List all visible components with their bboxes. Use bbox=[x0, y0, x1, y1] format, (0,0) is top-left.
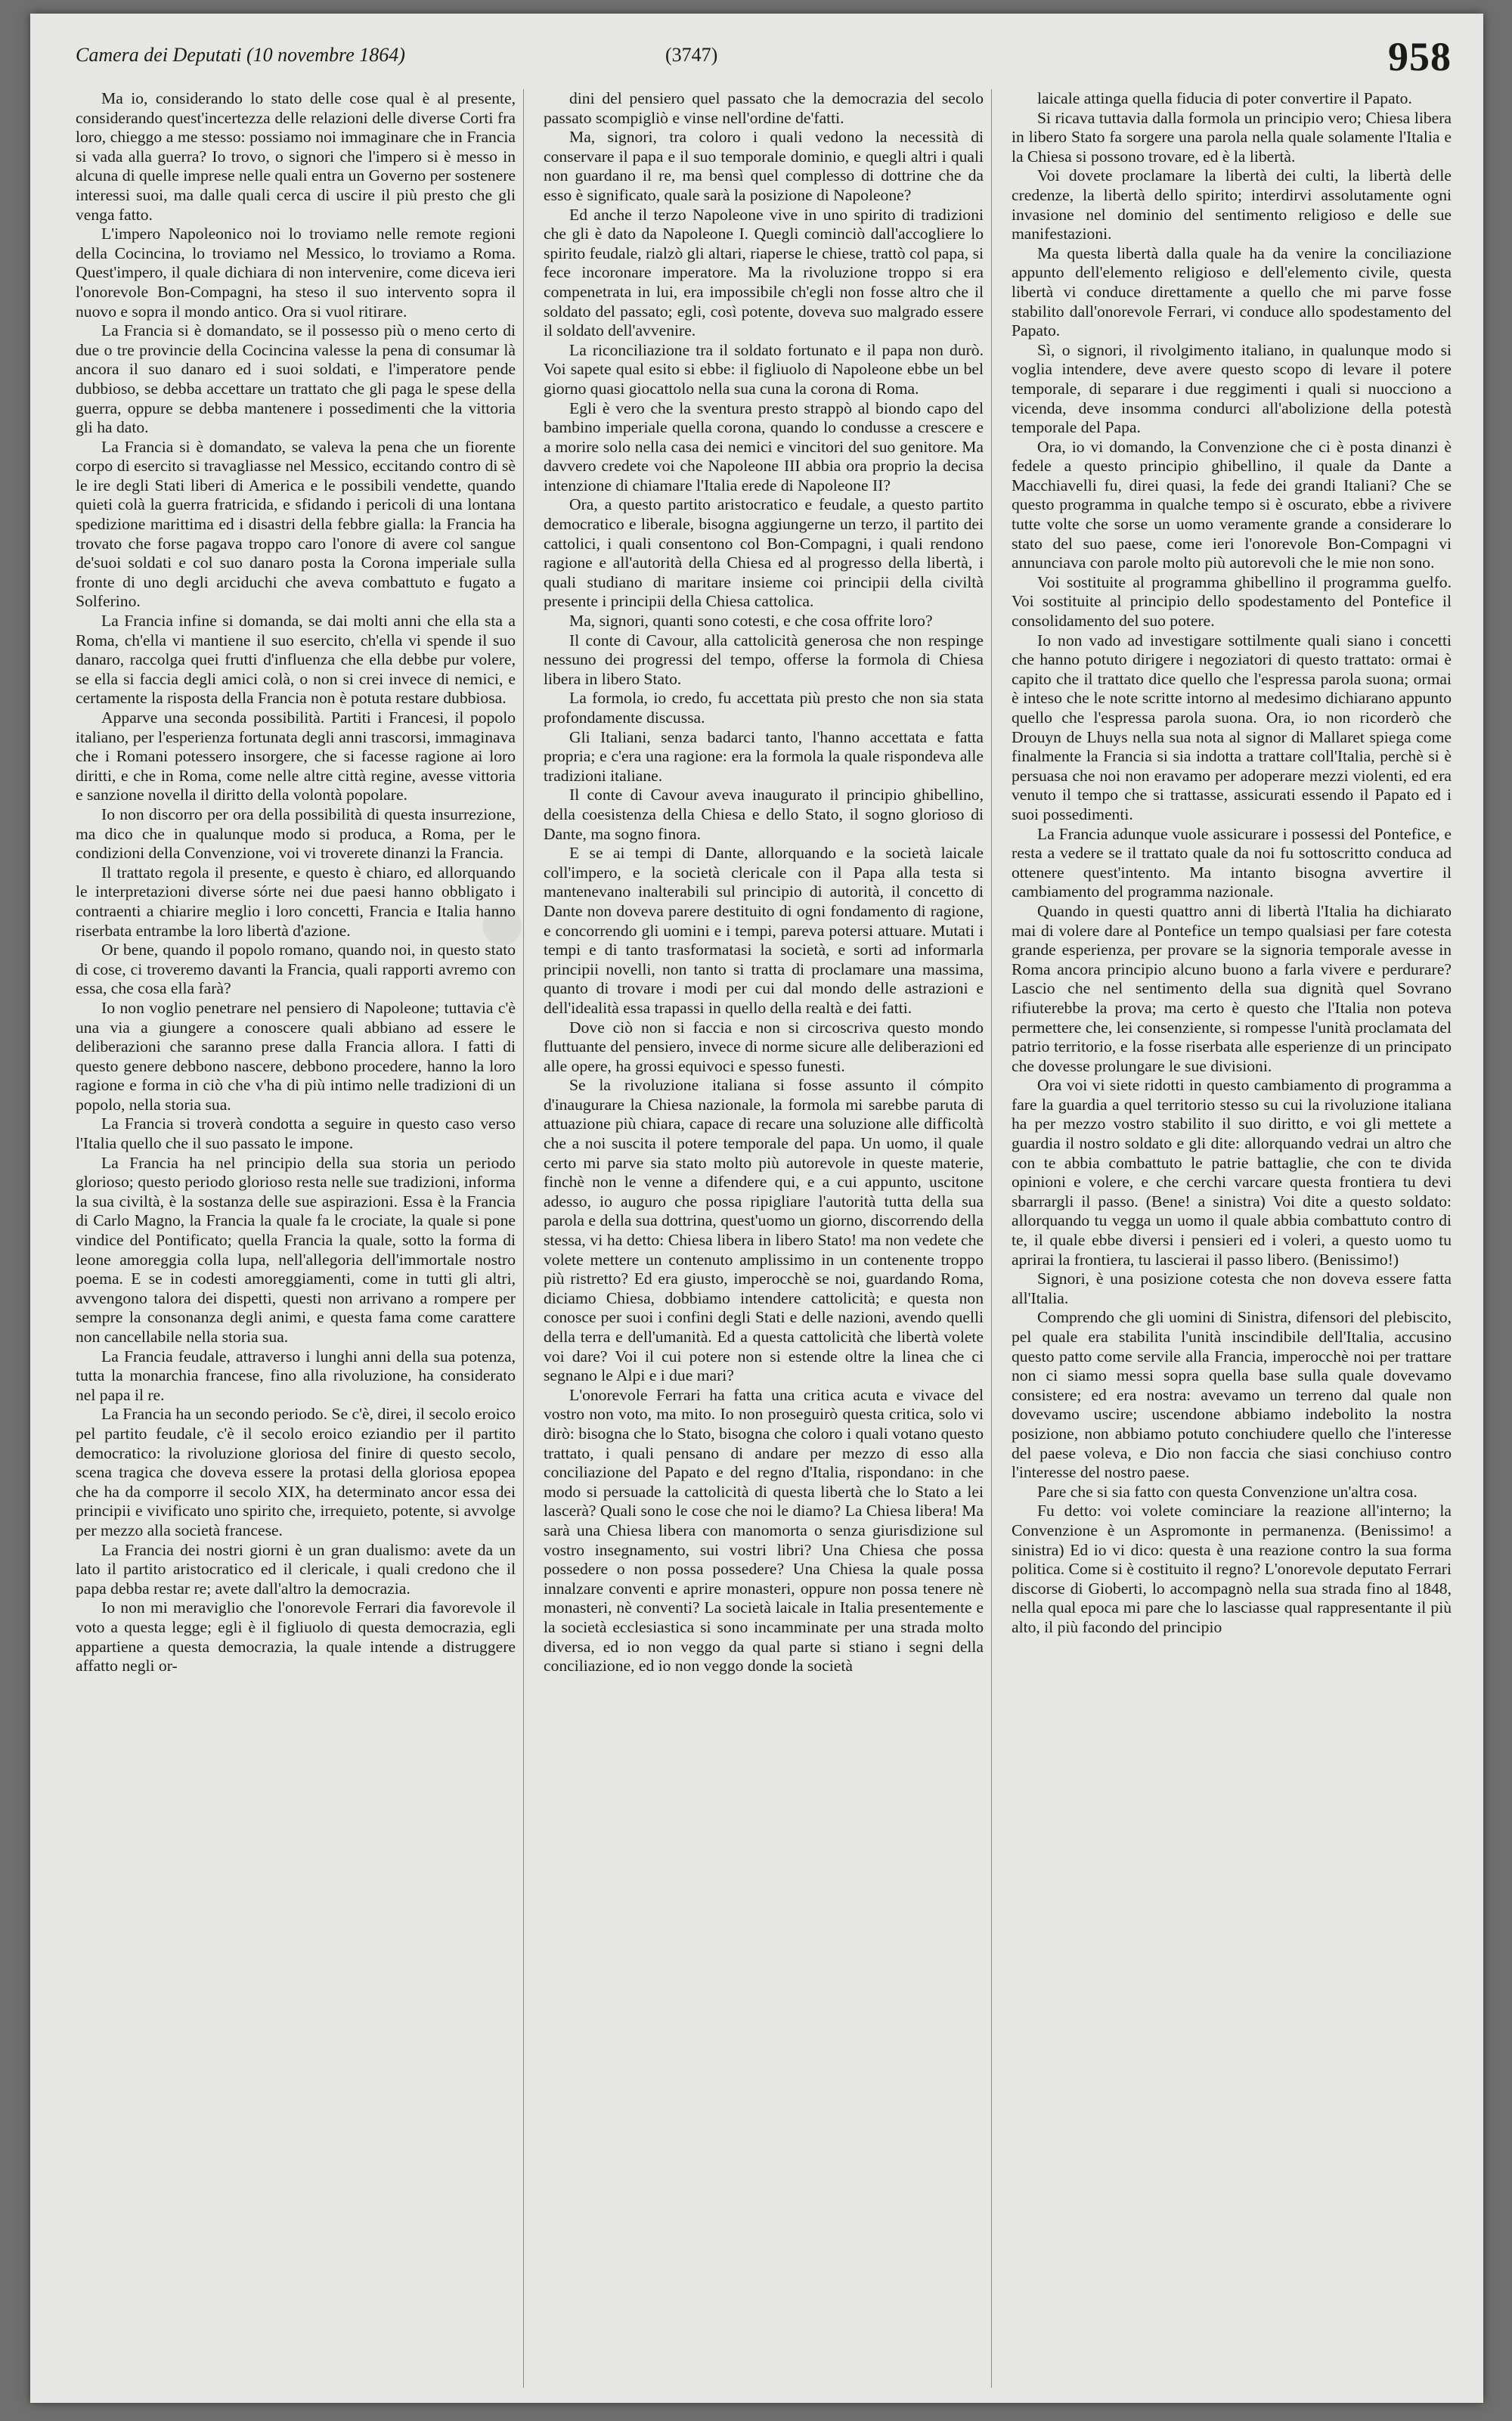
column-2 bbox=[544, 89, 992, 2388]
paragraph: Ma io, considerando lo stato delle cose qual è al presente, considerando quest'incertezza delle relazioni delle diverse Corti fra loro, chieggo a me stesso: possiamo noi immaginare che in Francia si vada alla guerra? Io trovo, o signori che l'impero si è messo in alcuna di quelle imprese nelle quali entra un Governo per sostenere interessi suoi, ma dalle quali cerca di uscire il più presto che gli venga fatto. bbox=[76, 89, 516, 224]
column-1 bbox=[76, 89, 524, 2388]
paragraph: Ma questa libertà dalla quale ha da venire la conciliazione appunto dell'elemento religioso e dell'elemento civile, questa libertà vi conduce direttamente a quello che mi parve fosse stabilito dall'onorevole Ferrari, vi conduce allo spodestamento del Papato. bbox=[1012, 243, 1452, 340]
header-sheet-number: (3747) bbox=[665, 44, 718, 66]
paragraph: laicale attinga quella fiducia di poter convertire il Papato. bbox=[1037, 89, 1412, 107]
paragraph: Si ricava tuttavia dalla formola un principio vero; Chiesa libera in libero Stato fa sorgere una parola nella quale solamente l'Italia e la Chiesa si possono trovare, ed è la libertà. bbox=[1012, 108, 1452, 166]
paragraph: La riconciliazione tra il soldato fortunato e il papa non durò. Voi sapete qual esito si ebbe: il figliuolo di Napoleone ebbe un bel giorno quasi giocattolo nella sua cuna la corona di Roma. bbox=[544, 340, 984, 398]
column-3 bbox=[1012, 89, 1452, 2388]
paragraph: La Francia ha nel principio della sua storia un periodo glorioso; questo periodo glorioso resta nelle sue tradizioni, informa la sua civiltà, è la sostanza delle sue aspirazioni. Essa è la Francia di Carlo Magno, la Francia la quale fa le crociate, la quale si pone vindice del Pontificato; quella Francia la quale, sotto la forma di leone amoreggia colla lupa, nell'allegoria dell'immortale nostro poema. E se in codesti amoreggiamenti, come in tutti gli altri, avvengono talora dei dispetti, questi non arrivano a rompere per sempre la consonanza degli animi, e questa fama come carattere non cancellabile nella storia sua. bbox=[76, 1153, 516, 1346]
paragraph: Or bene, quando il popolo romano, quando noi, in questo stato di cose, ci troveremo davanti la Francia, quali rapporti avremo con essa, che cosa ella farà? bbox=[76, 941, 516, 998]
paragraph: La Francia dei nostri giorni è un gran dualismo: avete da un lato il partito aristocratico ed il clericale, i quali credono che il papa debba restar re; avete dall'altro la democrazia. bbox=[76, 1540, 516, 1598]
paragraph: Fu detto: voi volete cominciare la reazione all'interno; la Convenzione è un Aspromonte in permanenza. (Benissimo! a sinistra) Ed io vi dico: questa è una reazione contro la sua forma politica. Come si è costituito il regno? L'onorevole deputato Ferrari discorse di Gioberti, lo accompagnò nella sua strada fino al 1848, nella qual epoca mi pare che lo lasciasse qual rappresentante il più alto, il più facondo del principio bbox=[1012, 1502, 1452, 1636]
paragraph: L'impero Napoleonico noi lo troviamo nelle remote regioni della Cocincina, lo troviamo nel Messico, lo troviamo a Roma. Quest'impero, il quale dichiara di non intervenire, come diceva ieri l'onorevole Bon-Compagni, ha steso il suo intervento sopra il nuovo e sopra il mondo antico. Ora si vuol ritirare. bbox=[76, 225, 516, 321]
paragraph: Il conte di Cavour aveva inaugurato il principio ghibellino, della coesistenza della Chiesa e dello Stato, il sogno glorioso di Dante, ma sogno finora. bbox=[544, 786, 984, 843]
paragraph: La Francia si è domandato, se valeva la pena che un fiorente corpo di esercito si travagliasse nel Messico, eccitando contro di sè le ire degli Stati liberi di America e le possibili vendette, quando quieti colà la guerra fratricida, e sfidando i pericoli di una lontana spedizione marittima ed i disastri della febbre gialla: la Francia ha trovato che forse pagava troppo caro l'onore di avere col sangue de'suoi soldati e col suo danaro posta la Corona imperiale sulla fronte di uno degli arciduchi che aveva combattuto e fugato a Solferino. bbox=[76, 437, 516, 611]
paragraph: Se la rivoluzione italiana si fosse assunto il cómpito d'inaugurare la Chiesa nazionale, la formola mi sarebbe paruta di attuazione più chiara, capace di recare una soluzione alle difficoltà che a noi suscita il potere temporale del papa. Un uomo, il quale certo mi parve sia stato molto più autorevole in queste materie, finchè non le venne a difendere qui, e a cui appunto, uscitone adesso, io auguro che possa ripigliare l'autorità tutta della sua parola e della sua dottrina, quest'uomo un giorno, discorrendo della stessa, vi ha detto: Chiesa libera in libero Stato! ma non vedete che volete mettere un contenuto amplissimo in un contenente troppo più ristretto? Ed era giusto, imperocchè se noi, guardando Roma, diciamo Chiesa, dobbiamo intendere cattolicità; e questa non conosce per suoi i confini degli Stati e delle nazioni, avendo quelli della terra e dell'umanità. Ed a questa cattolicità che libertà volete voi dare? Voi il cui potere non si estende oltre la linea che ci segnano le Alpi e i due mari? bbox=[544, 1076, 984, 1385]
paragraph: La formola, io credo, fu accettata più presto che non sia stata profondamente discussa. bbox=[544, 689, 984, 727]
paragraph: Apparve una seconda possibilità. Partiti i Francesi, il popolo italiano, per l'esperienza fortunata degli anni trascorsi, immaginava che i Romani potessero insorgere, che si facesse ragione ai loro diritti, e che in Roma, come nelle altre città regine, avesse vittoria e sanzione novella il diritto della volontà popolare. bbox=[76, 708, 516, 804]
paragraph: Ora, a questo partito aristocratico e feudale, a questo partito democratico e liberale, bisogna aggiungerne un terzo, il partito dei cattolici, i quali consentono col Bon-Compagni, i quali rendono ragione e all'autorità della Chiesa ed al progresso della libertà, i quali studiano di maritare insieme coi principii della civiltà presente i principii della Chiesa cattolica. bbox=[544, 495, 984, 611]
paragraph: Io non discorro per ora della possibilità di questa insurrezione, ma dico che in qualunque modo si produca, a Roma, per le condizioni della Convenzione, voi vi troverete dinanzi la Francia. bbox=[76, 804, 516, 863]
paragraph: La Francia ha un secondo periodo. Se c'è, direi, il secolo eroico pel partito feudale, c'è il secolo eroico eziandio per il partito democratico: la rivoluzione gloriosa del finire di questo secolo, scena tragica che doveva essere la protasi della gloriosa epopea che ha da comporre il secolo XIX, ha determinato ancor essa dei principii e vivificato uno spirito che, irrequieto, potente, si avvolge per mezzo alla società francese. bbox=[76, 1405, 516, 1539]
page-number: 958 bbox=[1388, 34, 1452, 79]
paragraph: Egli è vero che la sventura presto strappò al biondo capo del bambino imperiale quella corona, quando lo condusse a crescere e a morire solo nella casa dei nemici e vincitori del suo genitore. Ma davvero credete voi che Napoleone III abbia ora proprio la decisa intenzione di chiamare l'Italia erede di Napoleone II? bbox=[544, 398, 984, 494]
paragraph: La Francia si troverà condotta a seguire in questo caso verso l'Italia quello che il suo passato le impone. bbox=[76, 1114, 516, 1153]
paragraph: Dove ciò non si faccia e non si circoscriva questo mondo fluttuante del pensiero, invece di norme sicure alle deliberazioni ed alle opere, ha grossi equivoci e spesso funesti. bbox=[544, 1018, 984, 1075]
paragraph: Pare che si sia fatto con questa Convenzione un'altra cosa. bbox=[1037, 1482, 1418, 1501]
paragraph: La Francia adunque vuole assicurare i possessi del Pontefice, e resta a vedere se il trattato quale da noi fu sottoscritto conduca ad ottenere quest'intento. Ma intanto bisogna avvertire il cambiamento del programma nazionale. bbox=[1012, 824, 1452, 901]
paragraph: Il conte di Cavour, alla cattolicità generosa che non respinge nessuno dei progressi del tempo, offerse la formola di Chiesa libera in libero Stato. bbox=[544, 631, 984, 688]
header-title: Camera dei Deputati (10 novembre 1864) bbox=[76, 44, 405, 66]
paragraph: L'onorevole Ferrari ha fatta una critica acuta e vivace del vostro non voto, ma mito. Io non proseguirò questa critica, solo vi dirò: bisogna che lo Stato, bisogna che coloro i quali votano questo trattato, i quali pensano di andare per mezzo di esso alla conciliazione del Papato e del regno d'Italia, rispondano: in che modo si persuade la cattolicità di questa libertà che lo Stato a lei lascerà? Quali sono le cose che noi le diamo? La Chiesa libera! Ma sarà una Chiesa libera con manomorta o senza giurisdizione sul vostro insegnamento, sui vostri libri? Una Chiesa che possa possedere o non possa possedere? Una Chiesa la quale possa innalzare conventi e aprire monasteri, oppure non possa tenere nè monasteri, nè conventi? La società laicale in Italia presentemente e la società ecclesiastica si sono incamminate per una strada molto diversa, ed io non veggo da qual parte si stiano i segni della conciliazione, ed io non veggo donde la società bbox=[544, 1385, 984, 1675]
paragraph: Signori, è una posizione cotesta che non doveva essere fatta all'Italia. bbox=[1012, 1269, 1452, 1307]
paragraph: Voi dovete proclamare la libertà dei culti, la libertà delle credenze, la libertà dello spirito; interdirvi assolutamente ogni invasione nel dominio del sentimento religioso e delle sue manifestazioni. bbox=[1012, 166, 1452, 243]
paragraph: Ora voi vi siete ridotti in questo cambiamento di programma a fare la guardia a quel territorio stesso su cui la rivoluzione italiana ha per mezzo vostro stabilito il suo diritto, e voi gli mettete a guardia il nostro soldato e gli dite: allorquando vedrai un altro che con te abbia combattuto le patrie battaglie, che con te divida opinioni e volere, e che cerchi varcare questa frontiera tu devi sbarrargli il passo. (Bene! a sinistra) Voi dite a questo soldato: allorquando tu vegga un uomo il quale abbia combattuto contro di te, il quale ebbe diversi i pensieri ed i voleri, a questo uomo tu aprirai la frontiera, tu lascierai il passo libero. (Benissimo!) bbox=[1012, 1076, 1452, 1269]
paragraph: La Francia si è domandato, se il possesso più o meno certo di due o tre provincie della Cocincina valesse la pena di consumar là ancora il suo danaro ed i suoi soldati, e l'imperatore pende dubbioso, se debba accettare un trattato che gli paga le spese della guerra, oppure se debba mantenere i possedimenti che la vittoria gli ha dato. bbox=[76, 321, 516, 437]
watermark-icon: ● bbox=[439, 874, 556, 972]
paragraph: Io non voglio penetrare nel pensiero di Napoleone; tuttavia c'è una via a giungere a conoscere quali abbiano ad essere le deliberazioni che saranno prese dalla Francia allora. I fatti di questo genere debbono nascere, debbono procedere, hanno la loro ragione e forma in ciò che v'ha di più intimo nelle tradizioni di un popolo, nella storia sua. bbox=[76, 998, 516, 1114]
newspaper-page bbox=[30, 14, 1483, 2403]
paragraph: Ma, signori, tra coloro i quali vedono la necessità di conservare il papa e il suo temporale dominio, e quegli altri i quali non guardano il re, ma bensì quel complesso di dottrine che da esso è significato, quale sarà la posizione di Napoleone? bbox=[544, 128, 984, 204]
paragraph: Il trattato regola il presente, e questo è chiaro, ed allorquando le interpretazioni diverse sórte nei due paesi hanno obbligato i contraenti a chiarire meglio i loro concetti, Francia e Italia hanno riserbata entrambe la loro libertà d'azione. bbox=[76, 863, 516, 940]
paragraph: Ed anche il terzo Napoleone vive in uno spirito di tradizioni che gli è dato da Napoleone I. Quegli cominciò dall'accogliere lo spirito feudale, rialzò gli altari, riaperse le chiese, trattò col papa, si fece incoronare imperatore. Ma la rivoluzione troppo si era compenetrata in lui, era impossibile ch'egli non fosse altro che il soldato del passato; egli, così potente, doveva suo malgrado essere il soldato dell'avvenire. bbox=[544, 205, 984, 340]
paragraph: Io non mi meraviglio che l'onorevole Ferrari dia favorevole il voto a questa legge; egli è il figliuolo di questa democrazia, egli appartiene a questa democrazia, la quale intende a distruggere affatto negli or- bbox=[76, 1598, 516, 1675]
paragraph: Ora, io vi domando, la Convenzione che ci è posta dinanzi è fedele a questo principio ghibellino, il quale da Dante a Macchiavelli fu, direi quasi, la fede dei grandi Italiani? Che se questo programma in qualche tempo si è oscurato, ebbe a rivivere tutte volte che sorse un uomo veramente grande a considerare lo stato del suo paese, come ieri l'onorevole Bon-Compagni vi annunciava con parole molto più autorevoli che le mie non sono. bbox=[1012, 437, 1452, 572]
paragraph: Sì, o signori, il rivolgimento italiano, in qualunque modo si voglia intendere, deve avere questo scopo di levare il potere temporale, di separare i due reggimenti i quali si nuocciono a vicenda, deve insomma condurci all'abolizione della potestà temporale del Papa. bbox=[1012, 340, 1452, 437]
paragraph: E se ai tempi di Dante, allorquando e la società laicale coll'impero, e la società clericale con il Papa alla testa si mantenevano inalterabili sul principio di autorità, il concetto di Dante non doveva parere destituito di ogni fondamento di ragione, e concorrendo gli uomini e i tempi, pareva potersi attuare. Mutati i tempi e di tanto trasformatasi la società, e sorti ad informarla principii novelli, non tanto si tratta di proclamare una massima, quanto di trovare i modi per cui dal mondo delle astrazioni e dell'idealità essa trapassi in quello della realtà e dei fatti. bbox=[544, 844, 984, 1017]
paragraph: Voi sostituite al programma ghibellino il programma guelfo. Voi sostituite al principio dello spodestamento del Pontefice il consolidamento del suo potere. bbox=[1012, 572, 1452, 631]
paragraph: dini del pensiero quel passato che la democrazia del secolo passato scompigliò e vinse nell'ordine de'fatti. bbox=[544, 89, 984, 127]
paragraph: La Francia infine si domanda, se dai molti anni che ella sta a Roma, ch'ella vi mantiene il suo esercito, ch'ella vi spende il suo danaro, raccolga quei frutti d'influenza che ella debbe pur volere, se ella si faccia degli amici colà, o non si crei invece di nemici, e certamente la risposta della Francia non è potuta restare dubbiosa. bbox=[76, 612, 516, 708]
paragraph: Quando in questi quattro anni di libertà l'Italia ha dichiarato mai di volere dare al Pontefice un tempo qualsiasi per fare cotesta grande esperienza, per provare se la signoria temporale avesse in Roma ancora principio alcuno buono a farla vivere e perdurare? Lascio che nel sentimento della sua dignità quel Sovrano rifiuterebbe la prova; ma certo è questo che l'Italia non poteva permettere che, lei consenziente, si rompesse l'unità proclamata del patrio territorio, e la fosse riserbata alle esperienze di un principato che dovesse prolungare le sue divisioni. bbox=[1012, 901, 1452, 1075]
paragraph: La Francia feudale, attraverso i lunghi anni della sua potenza, tutta la monarchia francese, fino alla rivoluzione, ha considerato nel papa il re. bbox=[76, 1347, 516, 1404]
text-columns bbox=[76, 89, 1452, 2388]
paragraph: Io non vado ad investigare sottilmente quali siano i concetti che hanno potuto dirigere i negoziatori di questo trattato: ormai è capito che il trattato dice quello che l'espressa parola suona; ormai è inteso che le note scritte intorno al medesimo dichiarano appunto quello che l'espressa parola suona. Ora, io non ricorderò che Drouyn de Lhuys nella sua nota al signor di Mallaret spiega come finalmente la Francia si sia indotta a trattare coll'Italia, perchè si è persuasa che noi non eravamo per adoperare mezzi violenti, ed era venuto il tempo che si trattasse, assicurati essendo il Papato ed i suoi possedimenti. bbox=[1012, 631, 1452, 823]
paragraph: Ma, signori, quanti sono cotesti, e che cosa offrite loro? bbox=[569, 612, 933, 631]
paragraph: Gli Italiani, senza badarci tanto, l'hanno accettata e fatta propria; e c'era una ragione: era la formola la quale rispondeva alle tradizioni italiane. bbox=[544, 727, 984, 785]
paragraph: Comprendo che gli uomini di Sinistra, difensori del plebiscito, pel quale era stabilita l'unità inscindibile dell'Italia, accusino questo patto come servile alla Francia, imperocchè noi per trattare non ci siamo messi sopra quella base sulla quale dovevamo consistere; ed era nostra: avevamo un terreno dal quale non dovevamo uscire; uscendone abbiamo indebolito la nostra posizione, non abbiamo potuto conchiudere quello che l'interesse del paese voleva, e Dio non faccia che siasi conchiuso contro l'interesse del nostro paese. bbox=[1012, 1308, 1452, 1482]
page-header bbox=[76, 33, 1452, 86]
